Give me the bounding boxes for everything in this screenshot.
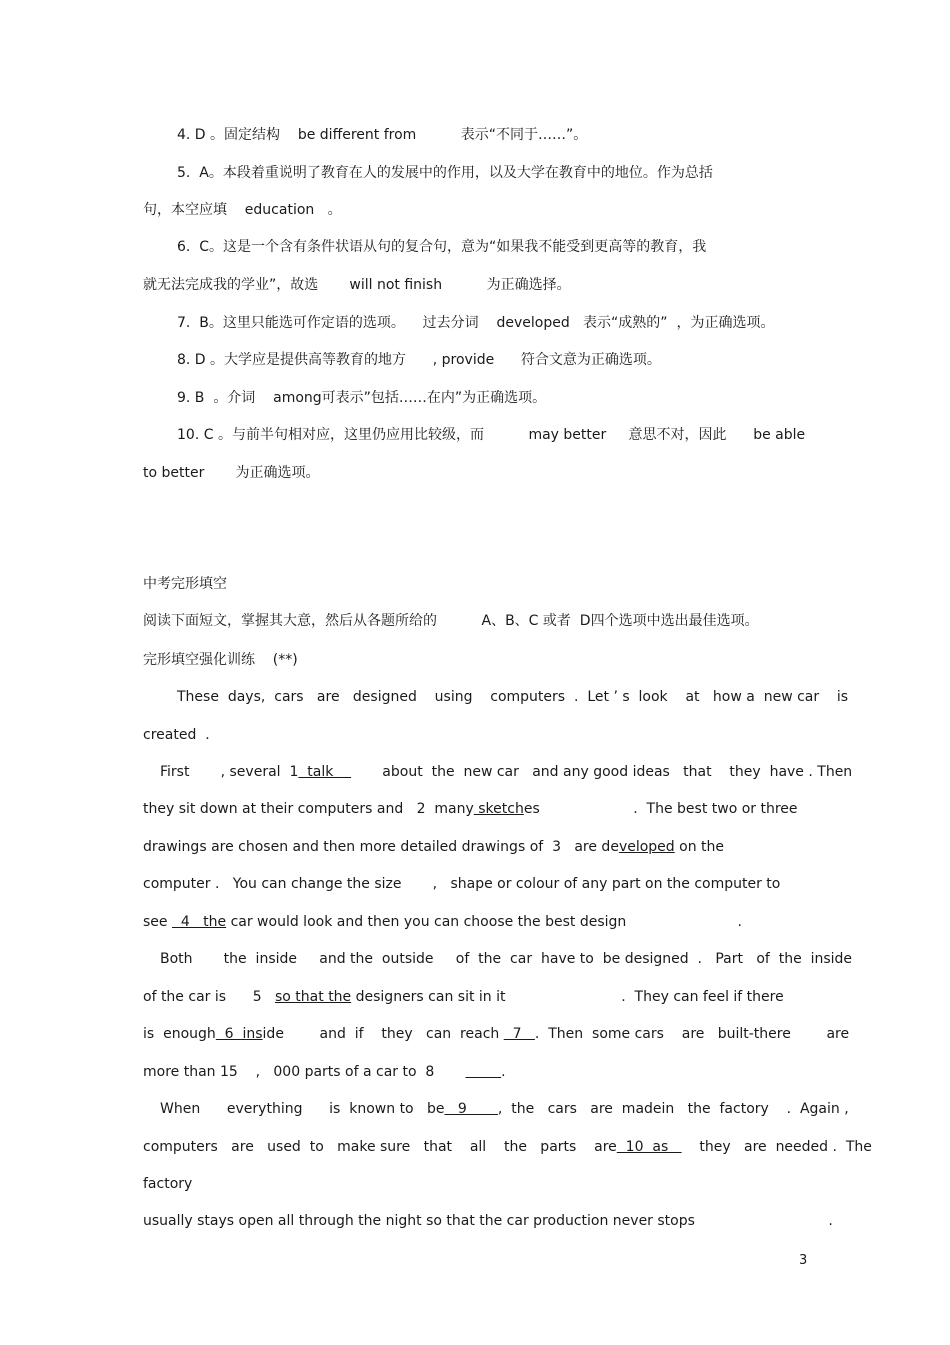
passage-line-5: drawings are chosen and then more detailed drawings of 3 are developed on the — [143, 839, 725, 855]
answer-6-line-2: 就无法完成我的学业”，故选 will not finish 为正确选择。 — [143, 277, 571, 293]
section-subtitle: 完形填空强化训练 (**) — [143, 652, 298, 668]
passage-line-8: Both the inside and the outside of the car have to be designed . Part of the inside — [160, 951, 853, 967]
blank-8 — [466, 1064, 502, 1080]
passage-line-2: created . — [143, 727, 210, 743]
blank-7: 7 — [503, 1026, 535, 1042]
blank-6: 6 ins — [215, 1026, 263, 1042]
passage-line-9: of the car is 5 so that the designers can sit in it . They can feel if there — [143, 989, 784, 1005]
passage-line-12: When everything is known to be 9 , the cars are madein the factory . Again , — [160, 1101, 849, 1117]
answer-5-line-1: 5. A。本段着重说明了教育在人的发展中的作用，以及大学在教育中的地位。作为总括 — [177, 165, 713, 181]
blank-2: sketch — [473, 801, 524, 817]
blank-10: 10 as — [616, 1139, 682, 1155]
passage-line-7: see 4 the car would look and then you can choose the best design . — [143, 914, 742, 930]
blank-9: 9 — [444, 1101, 498, 1117]
passage-line-14: factory — [143, 1176, 193, 1192]
answer-6-line-1: 6. C。这是一个含有条件状语从句的复合句，意为“如果我不能受到更高等的教育，我 — [177, 239, 707, 255]
passage-line-3: First , several 1 talk about the new car and any good ideas that they have . Then — [160, 764, 853, 780]
passage-line-4: they sit down at their computers and 2 many sketches . The best two or three — [143, 801, 798, 817]
answer-10-line-2: to better 为正确选项。 — [143, 465, 320, 481]
answer-8: 8. D 。大学应是提供高等教育的地方 , provide 符合文意为正确选项。 — [177, 352, 661, 368]
passage-line-6: computer . You can change the size , shape or colour of any part on the computer to — [143, 876, 781, 892]
answer-7: 7. B。这里只能选可作定语的选项。 过去分词 developed 表示“成熟的” ，为正确选项。 — [177, 315, 775, 331]
answer-9: 9. B 。介词 among可表示”包括……在内”为正确选项。 — [177, 390, 547, 406]
passage-line-1: These days, cars are designed using computers . Let ’ s look at how a new car is — [177, 689, 849, 705]
answer-5-line-2: 句，本空应填 education 。 — [143, 202, 342, 218]
answer-4: 4. D 。固定结构 be different from 表示“不同于……”。 — [177, 127, 588, 143]
blank-5: so that the — [275, 989, 352, 1005]
passage-line-13: computers are used to make sure that all the parts are 10 as they are needed . The — [143, 1139, 872, 1155]
blank-4: 4 the — [171, 914, 227, 930]
section-title: 中考完形填空 — [143, 576, 227, 592]
passage-line-11: more than 15 , 000 parts of a car to 8 . — [143, 1064, 506, 1080]
blank-1: talk — [298, 764, 352, 780]
answer-10-line-1: 10. C 。与前半句相对应，这里仍应用比较级，而 may better 意思不对，因此 be able — [177, 427, 806, 443]
blank-3: veloped — [618, 839, 675, 855]
passage-line-10: is enough 6 inside and if they can reach 7 . Then some cars are built-there are — [143, 1026, 850, 1042]
section-instruction: 阅读下面短文，掌握其大意，然后从各题所给的 A、B、C 或者 D四个选项中选出最佳选项。 — [143, 613, 759, 629]
passage-line-15: usually stays open all through the night so that the car production never stops . — [143, 1213, 833, 1229]
page-number: 3 — [799, 1253, 808, 1268]
